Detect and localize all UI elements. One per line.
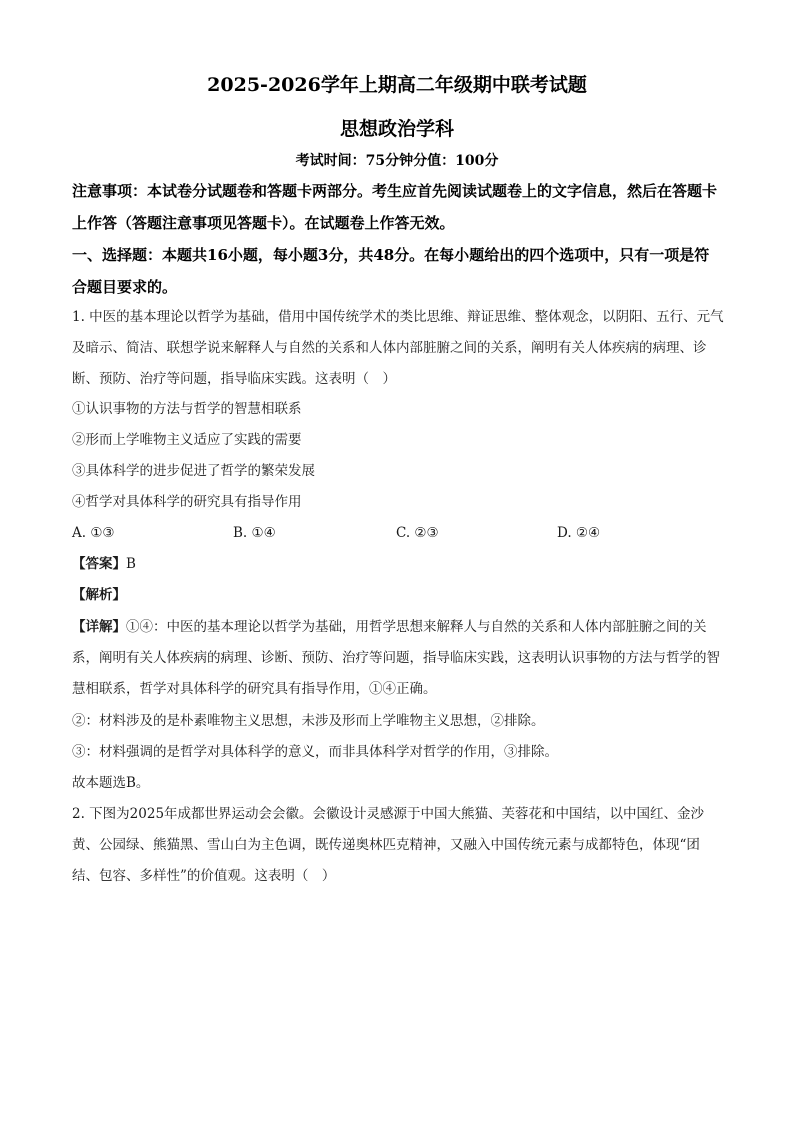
q1-explain-3: ③：材料强调的是哲学对具体科学的意义，而非具体科学对哲学的作用，③排除。 [72, 744, 558, 760]
detail-text: ①④：中医的基本理论以哲学为基础，用哲学思想来解释人与自然的关系和人体内部脏腑之间的关系，阐明有关人体疾病的病理、诊断、预防、治疗等问题，指导临床实践，这表明认识事物的方法与哲学的智慧相联系，哲学对具体科学的研究具有指导作用，①④正确。 [72, 619, 720, 697]
q1-detail-paragraph [72, 612, 724, 705]
answer-tag: 【答案】 [72, 556, 126, 572]
q1-answer-line [72, 554, 136, 574]
subject-title: 思想政治学科 [339, 118, 454, 140]
q1-option-a: A. ①③ [72, 525, 115, 541]
q1-option-d: D. ②④ [557, 525, 601, 541]
notice-paragraph: 注意事项：本试卷分试题卷和答题卡两部分。考生应首先阅读试题卷上的文字信息，然后在答题卡上作答（答题注意事项见答题卡）。在试题卷上作答无效。 [72, 182, 718, 232]
exam-info: 考试时间：75分钟分值：100分 [295, 153, 499, 169]
analysis-tag: 【解析】 [72, 587, 126, 603]
q1-option-c: C. ②③ [396, 525, 439, 541]
section-heading: 一、选择题：本题共16小题，每小题3分，共48分。在每小题给出的四个选项中，只有一项是符合题目要求的。 [72, 246, 710, 296]
q1-statement-4: ④哲学对具体科学的研究具有指导作用 [72, 494, 302, 510]
question-2-stem: 2. 下图为2025年成都世界运动会会徽。会徽设计灵感源于中国大熊猫、芙蓉花和中国结，以中国红、金沙黄、公园绿、熊猫黑、雪山白为主色调，既传递奥林匹克精神，又融入中国传统元素与成都特色，体现“团结、包容、多样性”的价值观。这表明（ ） [72, 806, 705, 884]
q1-statement-2: ②形而上学唯物主义适应了实践的需要 [72, 432, 302, 448]
q1-option-b: B. ①④ [233, 525, 276, 541]
question-1-stem: 1. 中医的基本理论以哲学为基础，借用中国传统学术的类比思维、辩证思维、整体观念，以阴阳、五行、元气及暗示、简洁、联想学说来解释人与自然的关系和人体内部脏腑之间的关系，阐明有关人体疾病的病理、诊断、预防、治疗等问题，指导临床实践。这表明（ ） [72, 309, 724, 387]
q1-explain-2: ②：材料涉及的是朴素唯物主义思想，未涉及形而上学唯物主义思想，②排除。 [72, 713, 545, 729]
q1-statement-3: ③具体科学的进步促进了哲学的繁荣发展 [72, 463, 315, 479]
q1-statement-1: ①认识事物的方法与哲学的智慧相联系 [72, 401, 302, 417]
exam-title: 2025-2026学年上期高二年级期中联考试题 [207, 74, 587, 96]
answer-value: B [126, 556, 136, 572]
q1-conclusion: 故本题选B。 [72, 775, 150, 791]
detail-tag: 【详解】 [72, 619, 126, 635]
